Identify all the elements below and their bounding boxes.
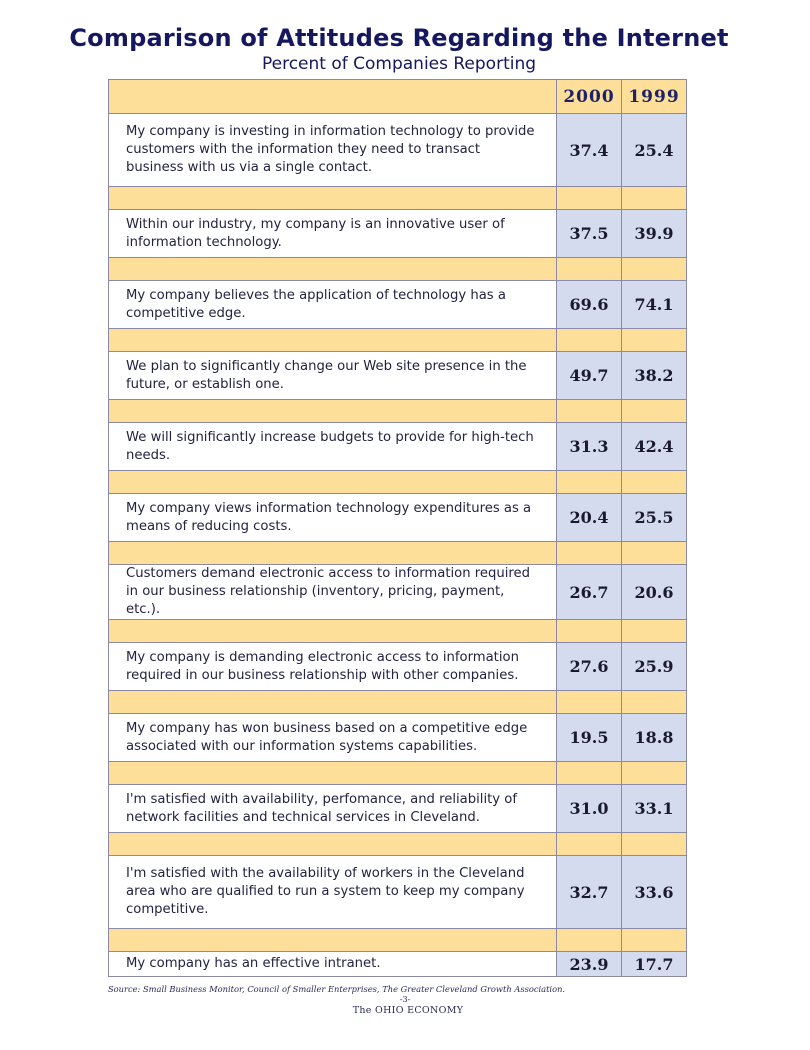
separator-cell bbox=[557, 833, 622, 856]
statement-cell: I'm satisfied with availability, perfomance, and reliability of network facilities and technical services in Cleveland. bbox=[109, 785, 557, 833]
separator-band bbox=[109, 542, 687, 565]
separator-cell bbox=[557, 329, 622, 352]
separator-cell bbox=[557, 691, 622, 714]
value-2000-cell: 31.0 bbox=[557, 785, 622, 833]
separator-cell bbox=[622, 471, 687, 494]
table-row bbox=[109, 565, 687, 620]
value-2000-cell: 37.5 bbox=[557, 210, 622, 258]
separator-cell bbox=[109, 542, 557, 565]
separator-cell bbox=[557, 762, 622, 785]
table-row bbox=[109, 352, 687, 400]
source-note: Source: Small Business Monitor, Council of Smaller Enterprises, The Greater Cleveland Growth Association. bbox=[108, 984, 566, 994]
table-row bbox=[109, 210, 687, 258]
separator-band bbox=[109, 929, 687, 952]
separator-cell bbox=[557, 929, 622, 952]
page-number: -3- bbox=[399, 995, 411, 1004]
table-row bbox=[109, 714, 687, 762]
separator-band bbox=[109, 400, 687, 423]
column-header-2000: 2000 bbox=[557, 80, 622, 114]
table-row bbox=[109, 494, 687, 542]
value-2000-cell: 32.7 bbox=[557, 856, 622, 929]
statement-cell: My company is investing in information technology to provide customers with the information they need to transact business with us via a single contact. bbox=[109, 114, 557, 187]
table-row bbox=[109, 423, 687, 471]
value-1999-cell: 39.9 bbox=[622, 210, 687, 258]
separator-cell bbox=[109, 329, 557, 352]
value-2000-cell: 69.6 bbox=[557, 281, 622, 329]
table-row bbox=[109, 281, 687, 329]
value-1999-cell: 17.7 bbox=[622, 952, 687, 977]
column-header-1999: 1999 bbox=[622, 80, 687, 114]
table-row bbox=[109, 856, 687, 929]
statement-cell: My company believes the application of technology has a competitive edge. bbox=[109, 281, 557, 329]
value-1999-cell: 38.2 bbox=[622, 352, 687, 400]
separator-cell bbox=[622, 691, 687, 714]
value-2000-cell: 31.3 bbox=[557, 423, 622, 471]
value-2000-cell: 37.4 bbox=[557, 114, 622, 187]
separator-cell bbox=[109, 833, 557, 856]
separator-cell bbox=[109, 620, 557, 643]
statement-cell: We plan to significantly change our Web site presence in the future, or establish one. bbox=[109, 352, 557, 400]
table-row bbox=[109, 643, 687, 691]
page-subtitle: Percent of Companies Reporting bbox=[261, 54, 537, 74]
separator-band bbox=[109, 762, 687, 785]
header-blank-cell bbox=[109, 80, 557, 114]
separator-cell bbox=[622, 329, 687, 352]
statement-cell: My company is demanding electronic access to information required in our business relationship with other companies. bbox=[109, 643, 557, 691]
value-2000-cell: 19.5 bbox=[557, 714, 622, 762]
separator-band bbox=[109, 833, 687, 856]
separator-cell bbox=[622, 762, 687, 785]
value-1999-cell: 20.6 bbox=[622, 565, 687, 620]
separator-band bbox=[109, 471, 687, 494]
statement-cell: We will significantly increase budgets to provide for high-tech needs. bbox=[109, 423, 557, 471]
separator-band bbox=[109, 691, 687, 714]
value-1999-cell: 25.5 bbox=[622, 494, 687, 542]
separator-cell bbox=[622, 929, 687, 952]
table-body bbox=[109, 114, 687, 977]
statement-cell: My company has won business based on a competitive edge associated with our information systems capabilities. bbox=[109, 714, 557, 762]
value-1999-cell: 33.6 bbox=[622, 856, 687, 929]
separator-cell bbox=[557, 471, 622, 494]
statement-cell: Within our industry, my company is an innovative user of information technology. bbox=[109, 210, 557, 258]
separator-band bbox=[109, 620, 687, 643]
separator-cell bbox=[109, 400, 557, 423]
value-1999-cell: 33.1 bbox=[622, 785, 687, 833]
separator-band bbox=[109, 329, 687, 352]
statement-cell: Customers demand electronic access to information required in our business relationship (inventory, pricing, payment, etc.). bbox=[109, 565, 557, 620]
separator-cell bbox=[109, 762, 557, 785]
value-1999-cell: 25.4 bbox=[622, 114, 687, 187]
value-2000-cell: 20.4 bbox=[557, 494, 622, 542]
separator-cell bbox=[109, 258, 557, 281]
value-2000-cell: 26.7 bbox=[557, 565, 622, 620]
value-2000-cell: 27.6 bbox=[557, 643, 622, 691]
separator-cell bbox=[557, 542, 622, 565]
value-1999-cell: 74.1 bbox=[622, 281, 687, 329]
table-header-row bbox=[109, 80, 687, 114]
value-2000-cell: 23.9 bbox=[557, 952, 622, 977]
separator-cell bbox=[622, 400, 687, 423]
separator-cell bbox=[109, 691, 557, 714]
statement-cell: My company has an effective intranet. bbox=[109, 952, 557, 977]
separator-cell bbox=[109, 471, 557, 494]
separator-cell bbox=[109, 929, 557, 952]
separator-cell bbox=[557, 258, 622, 281]
value-1999-cell: 42.4 bbox=[622, 423, 687, 471]
separator-cell bbox=[557, 187, 622, 210]
separator-cell bbox=[109, 187, 557, 210]
separator-cell bbox=[622, 258, 687, 281]
separator-cell bbox=[622, 187, 687, 210]
value-1999-cell: 25.9 bbox=[622, 643, 687, 691]
attitudes-table bbox=[108, 79, 687, 977]
page-title: Comparison of Attitudes Regarding the Internet bbox=[69, 24, 729, 52]
table-row bbox=[109, 952, 687, 977]
statement-cell: I'm satisfied with the availability of workers in the Cleveland area who are qualified to run a system to keep my company competitive. bbox=[109, 856, 557, 929]
separator-cell bbox=[622, 620, 687, 643]
table-row bbox=[109, 785, 687, 833]
separator-band bbox=[109, 258, 687, 281]
separator-cell bbox=[622, 542, 687, 565]
separator-band bbox=[109, 187, 687, 210]
separator-cell bbox=[557, 400, 622, 423]
statement-cell: My company views information technology expenditures as a means of reducing costs. bbox=[109, 494, 557, 542]
separator-cell bbox=[557, 620, 622, 643]
value-1999-cell: 18.8 bbox=[622, 714, 687, 762]
value-2000-cell: 49.7 bbox=[557, 352, 622, 400]
separator-cell bbox=[622, 833, 687, 856]
table-row bbox=[109, 114, 687, 187]
publication-footer: The OHIO ECONOMY bbox=[352, 1005, 464, 1016]
